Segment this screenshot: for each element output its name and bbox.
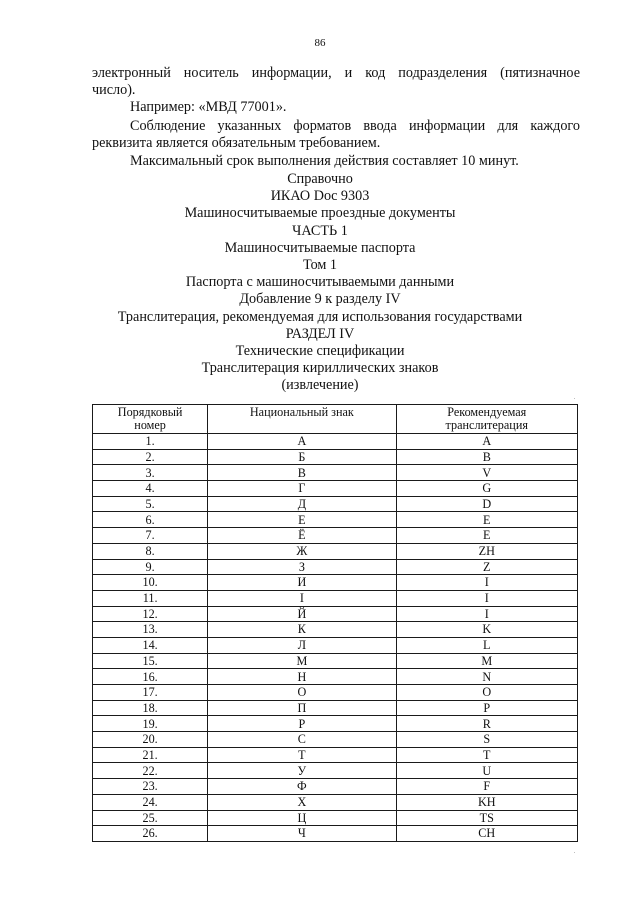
transliteration-cell: E xyxy=(396,528,577,544)
national-character-cell: Е xyxy=(208,512,396,528)
paragraph-time-limit xyxy=(92,153,580,170)
reference-note: (извлечение) xyxy=(281,377,359,394)
table-row xyxy=(93,622,578,638)
header-national-character xyxy=(208,405,396,434)
header-ordinal-number xyxy=(93,405,208,434)
national-character-cell: В xyxy=(208,465,396,481)
row-number-cell: 2. xyxy=(93,449,208,465)
transliteration-cell: A xyxy=(396,434,577,450)
transliteration-cell: M xyxy=(396,653,577,669)
row-number-cell: 17. xyxy=(93,685,208,701)
national-character-cell: К xyxy=(208,622,396,638)
reference-section: РАЗДЕЛ IV xyxy=(285,325,355,342)
reference-label: Справочно xyxy=(287,171,353,187)
transliteration-cell: V xyxy=(396,465,577,481)
paragraph-line: число). xyxy=(92,82,136,98)
national-character-cell: П xyxy=(208,700,396,716)
transliteration-cell: Z xyxy=(396,559,577,575)
row-number-cell: 18. xyxy=(93,700,208,716)
table-row xyxy=(93,637,578,653)
table-row xyxy=(93,543,578,559)
table-row xyxy=(93,559,578,575)
row-number-cell: 8. xyxy=(93,543,208,559)
national-character-cell: Ф xyxy=(208,779,396,795)
table-row xyxy=(93,685,578,701)
table-row xyxy=(93,496,578,512)
table-row xyxy=(93,512,578,528)
header-text: Порядковый xyxy=(117,405,183,419)
row-number-cell: 21. xyxy=(93,747,208,763)
reference-appendix: Добавление 9 к разделу IV xyxy=(239,291,401,308)
transliteration-cell: KH xyxy=(396,794,577,810)
national-character-cell: Б xyxy=(208,449,396,465)
table-row xyxy=(93,575,578,591)
national-character-cell: Ж xyxy=(208,543,396,559)
transliteration-cell: I xyxy=(396,606,577,622)
table-body xyxy=(93,434,578,842)
national-character-cell: Й xyxy=(208,606,396,622)
transliteration-cell: R xyxy=(396,716,577,732)
national-character-cell: Д xyxy=(208,496,396,512)
paragraph-line: электронный носитель информации, и код подразделения (пятизначное xyxy=(92,65,580,81)
reference-appendix-title: Транслитерация, рекомендуемая для использования государствами xyxy=(117,308,523,325)
transliteration-cell: T xyxy=(396,747,577,763)
row-number-cell: 1. xyxy=(93,434,208,450)
transliteration-cell: CH xyxy=(396,826,577,842)
reference-section-title: Технические спецификации xyxy=(235,343,405,360)
table-row xyxy=(93,763,578,779)
national-character-cell: Л xyxy=(208,637,396,653)
row-number-cell: 3. xyxy=(93,465,208,481)
reference-doc: ИКАО Doc 9303 xyxy=(270,188,370,205)
row-number-cell: 13. xyxy=(93,622,208,638)
transliteration-cell: G xyxy=(396,481,577,497)
transliteration-cell: N xyxy=(396,669,577,685)
header-text: Национальный знак xyxy=(249,405,354,419)
row-number-cell: 10. xyxy=(93,575,208,591)
national-character-cell: А xyxy=(208,434,396,450)
paragraph-line: Соблюдение указанных форматов ввода информации для каждого xyxy=(130,118,580,134)
paragraph-example xyxy=(92,99,580,116)
row-number-cell: 4. xyxy=(93,481,208,497)
row-number-cell: 5. xyxy=(93,496,208,512)
reference-heading-block xyxy=(0,171,640,395)
national-character-cell: I xyxy=(208,590,396,606)
scan-speck xyxy=(574,852,575,853)
transliteration-cell: ZH xyxy=(396,543,577,559)
row-number-cell: 6. xyxy=(93,512,208,528)
row-number-cell: 9. xyxy=(93,559,208,575)
row-number-cell: 12. xyxy=(93,606,208,622)
transliteration-cell: U xyxy=(396,763,577,779)
transliteration-cell: E xyxy=(396,512,577,528)
transliteration-cell: S xyxy=(396,732,577,748)
table-row xyxy=(93,826,578,842)
header-recommended-transliteration xyxy=(396,405,577,434)
row-number-cell: 19. xyxy=(93,716,208,732)
scan-speck xyxy=(574,398,575,399)
paragraph-line: реквизита является обязательным требованием. xyxy=(92,135,381,151)
table-row xyxy=(93,747,578,763)
header-text: транслитерация xyxy=(445,418,528,432)
row-number-cell: 11. xyxy=(93,590,208,606)
paragraph-format-info xyxy=(92,65,580,99)
national-character-cell: Х xyxy=(208,794,396,810)
national-character-cell: Р xyxy=(208,716,396,732)
table-row xyxy=(93,434,578,450)
national-character-cell: О xyxy=(208,685,396,701)
table-row xyxy=(93,481,578,497)
transliteration-table xyxy=(92,404,578,842)
header-text: Рекомендуемая xyxy=(447,405,527,419)
row-number-cell: 20. xyxy=(93,732,208,748)
header-text: номер xyxy=(134,418,166,432)
table-row xyxy=(93,465,578,481)
transliteration-cell: L xyxy=(396,637,577,653)
table-row xyxy=(93,779,578,795)
row-number-cell: 16. xyxy=(93,669,208,685)
national-character-cell: С xyxy=(208,732,396,748)
row-number-cell: 14. xyxy=(93,637,208,653)
national-character-cell: И xyxy=(208,575,396,591)
table-row xyxy=(93,669,578,685)
table-row xyxy=(93,528,578,544)
transliteration-cell: P xyxy=(396,700,577,716)
reference-title: Машиносчитываемые проездные документы xyxy=(184,205,456,222)
row-number-cell: 23. xyxy=(93,779,208,795)
table-row xyxy=(93,716,578,732)
page-number: 86 xyxy=(314,37,326,49)
national-character-cell: М xyxy=(208,653,396,669)
row-number-cell: 26. xyxy=(93,826,208,842)
table-row xyxy=(93,810,578,826)
table-row xyxy=(93,732,578,748)
national-character-cell: Ч xyxy=(208,826,396,842)
table-row xyxy=(93,794,578,810)
table-row xyxy=(93,449,578,465)
paragraph-line: Максимальный срок выполнения действия составляет 10 минут. xyxy=(130,153,519,169)
national-character-cell: У xyxy=(208,763,396,779)
row-number-cell: 24. xyxy=(93,794,208,810)
transliteration-cell: D xyxy=(396,496,577,512)
national-character-cell: З xyxy=(208,559,396,575)
reference-part: ЧАСТЬ 1 xyxy=(292,222,348,239)
reference-part-title: Машиносчитываемые паспорта xyxy=(224,239,416,256)
reference-volume: Том 1 xyxy=(302,257,338,274)
transliteration-cell: I xyxy=(396,575,577,591)
transliteration-cell: B xyxy=(396,449,577,465)
transliteration-cell: I xyxy=(396,590,577,606)
table-header-row xyxy=(93,405,578,434)
table-row xyxy=(93,653,578,669)
table-row xyxy=(93,590,578,606)
reference-volume-title: Паспорта с машиносчитываемыми данными xyxy=(185,274,455,291)
row-number-cell: 22. xyxy=(93,763,208,779)
paragraph-line: Например: «МВД 77001». xyxy=(130,99,287,115)
transliteration-cell: O xyxy=(396,685,577,701)
transliteration-cell: TS xyxy=(396,810,577,826)
row-number-cell: 15. xyxy=(93,653,208,669)
paragraph-requirement xyxy=(92,118,580,152)
reference-subtitle: Транслитерация кириллических знаков xyxy=(201,360,439,377)
row-number-cell: 25. xyxy=(93,810,208,826)
national-character-cell: Т xyxy=(208,747,396,763)
national-character-cell: Н xyxy=(208,669,396,685)
table-row xyxy=(93,606,578,622)
transliteration-cell: K xyxy=(396,622,577,638)
national-character-cell: Ц xyxy=(208,810,396,826)
national-character-cell: Ё xyxy=(208,528,396,544)
table-row xyxy=(93,700,578,716)
transliteration-cell: F xyxy=(396,779,577,795)
row-number-cell: 7. xyxy=(93,528,208,544)
national-character-cell: Г xyxy=(208,481,396,497)
